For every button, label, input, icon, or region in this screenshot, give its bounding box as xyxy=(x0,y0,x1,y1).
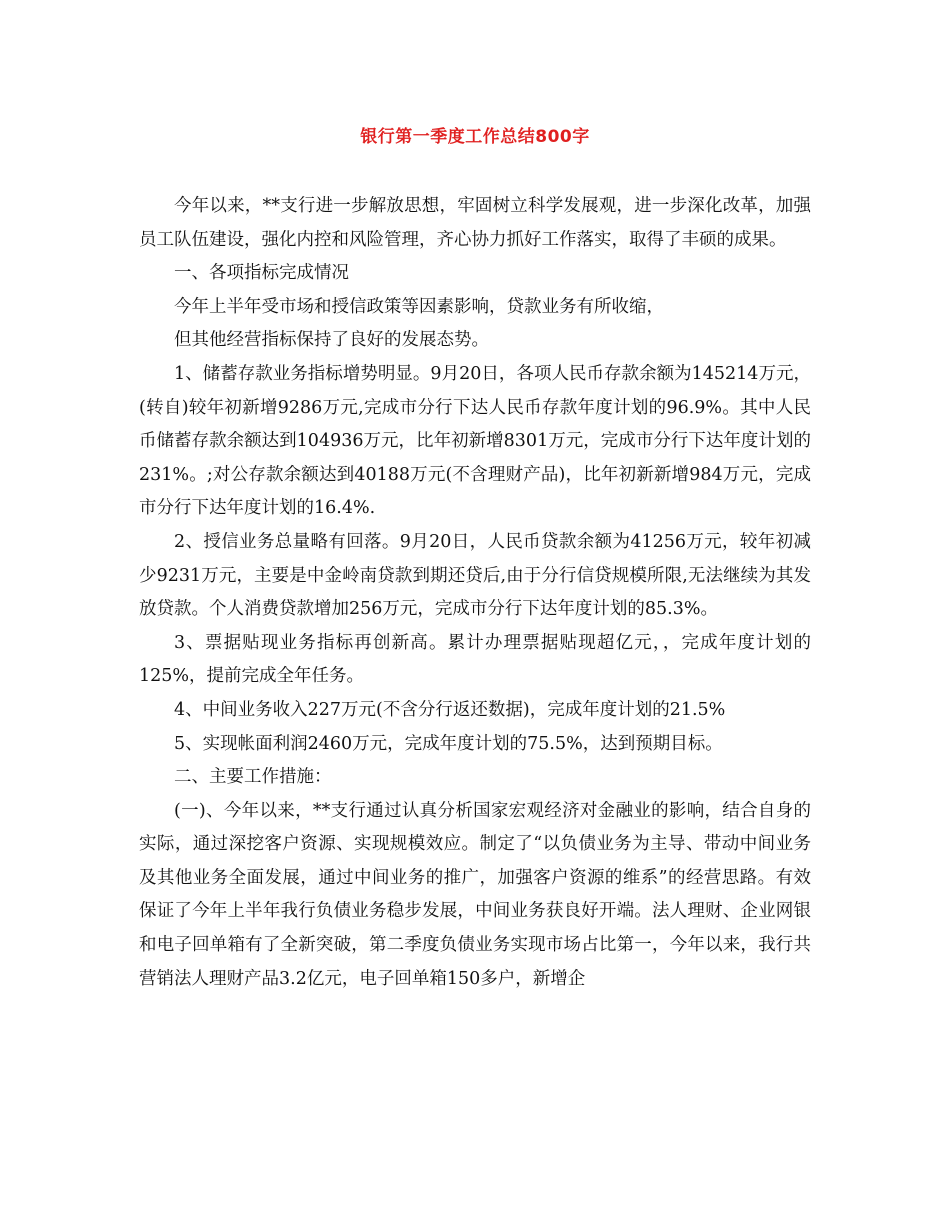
paragraph: 今年上半年受市场和授信政策等因素影响，贷款业务有所收缩， xyxy=(174,296,664,317)
paragraph-intro: 今年以来，**支行进一步解放思想，牢固树立科学发展观，进一步深化改革，加强员工队伍建设，强化内控和风险管理，齐心协力抓好工作落实，取得了丰硕的成果。 xyxy=(139,196,811,250)
list-item-1: 1、储蓄存款业务指标增势明显。9月20日，各项人民币存款余额为145214万元，(转自)较年初新增9286万元,完成市分行下达人民币存款年度计划的96.9%。其中人民币储蓄存款余额达到104936万元，比年初新增8301万元，完成市分行下达年度计划的231%。;对公存款余额达到40188万元(不含理财产品)，比年初新新增984万元，完成市分行下达年度计划的16.4%. xyxy=(139,363,811,519)
list-item-3: 3、票据贴现业务指标再创新高。累计办理票据贴现超亿元，，完成年度计划的125%，提前完成全年任务。 xyxy=(139,632,811,687)
document-title: 银行第一季度工作总结800字 xyxy=(360,127,590,147)
paragraph: 但其他经营指标保持了良好的发展态势。 xyxy=(174,330,489,351)
document-body xyxy=(139,190,811,996)
section-heading-1: 一、各项指标完成情况 xyxy=(174,263,349,284)
list-item-4: 4、中间业务收入227万元(不含分行返还数据)，完成年度计划的21.5% xyxy=(174,699,726,720)
list-item-5: 5、实现帐面利润2460万元，完成年度计划的75.5%，达到预期目标。 xyxy=(174,733,723,754)
paragraph-measures: (一)、今年以来，**支行通过认真分析国家宏观经济对金融业的影响，结合自身的实际，通过深挖客户资源、实现规模效应。制定了“以负债业务为主导、带动中间业务及其他业务全面发展，通过中间业务的推广，加强客户资源的维系”的经营思路。有效保证了今年上半年我行负债业务稳步发展，中间业务获良好开端。法人理财、企业网银和电子回单箱有了全新突破，第二季度负债业务实现市场占比第一，今年以来，我行共营销法人理财产品3.2亿元，电子回单箱150多户，新增企 xyxy=(139,800,811,989)
list-item-2: 2、授信业务总量略有回落。9月20日，人民币贷款余额为41256万元，较年初减少9231万元，主要是中金岭南贷款到期还贷后,由于分行信贷规模所限,无法继续为其发放贷款。个人消费贷款增加256万元，完成市分行下达年度计划的85.3%。 xyxy=(139,531,811,620)
section-heading-2: 二、主要工作措施： xyxy=(174,767,332,788)
